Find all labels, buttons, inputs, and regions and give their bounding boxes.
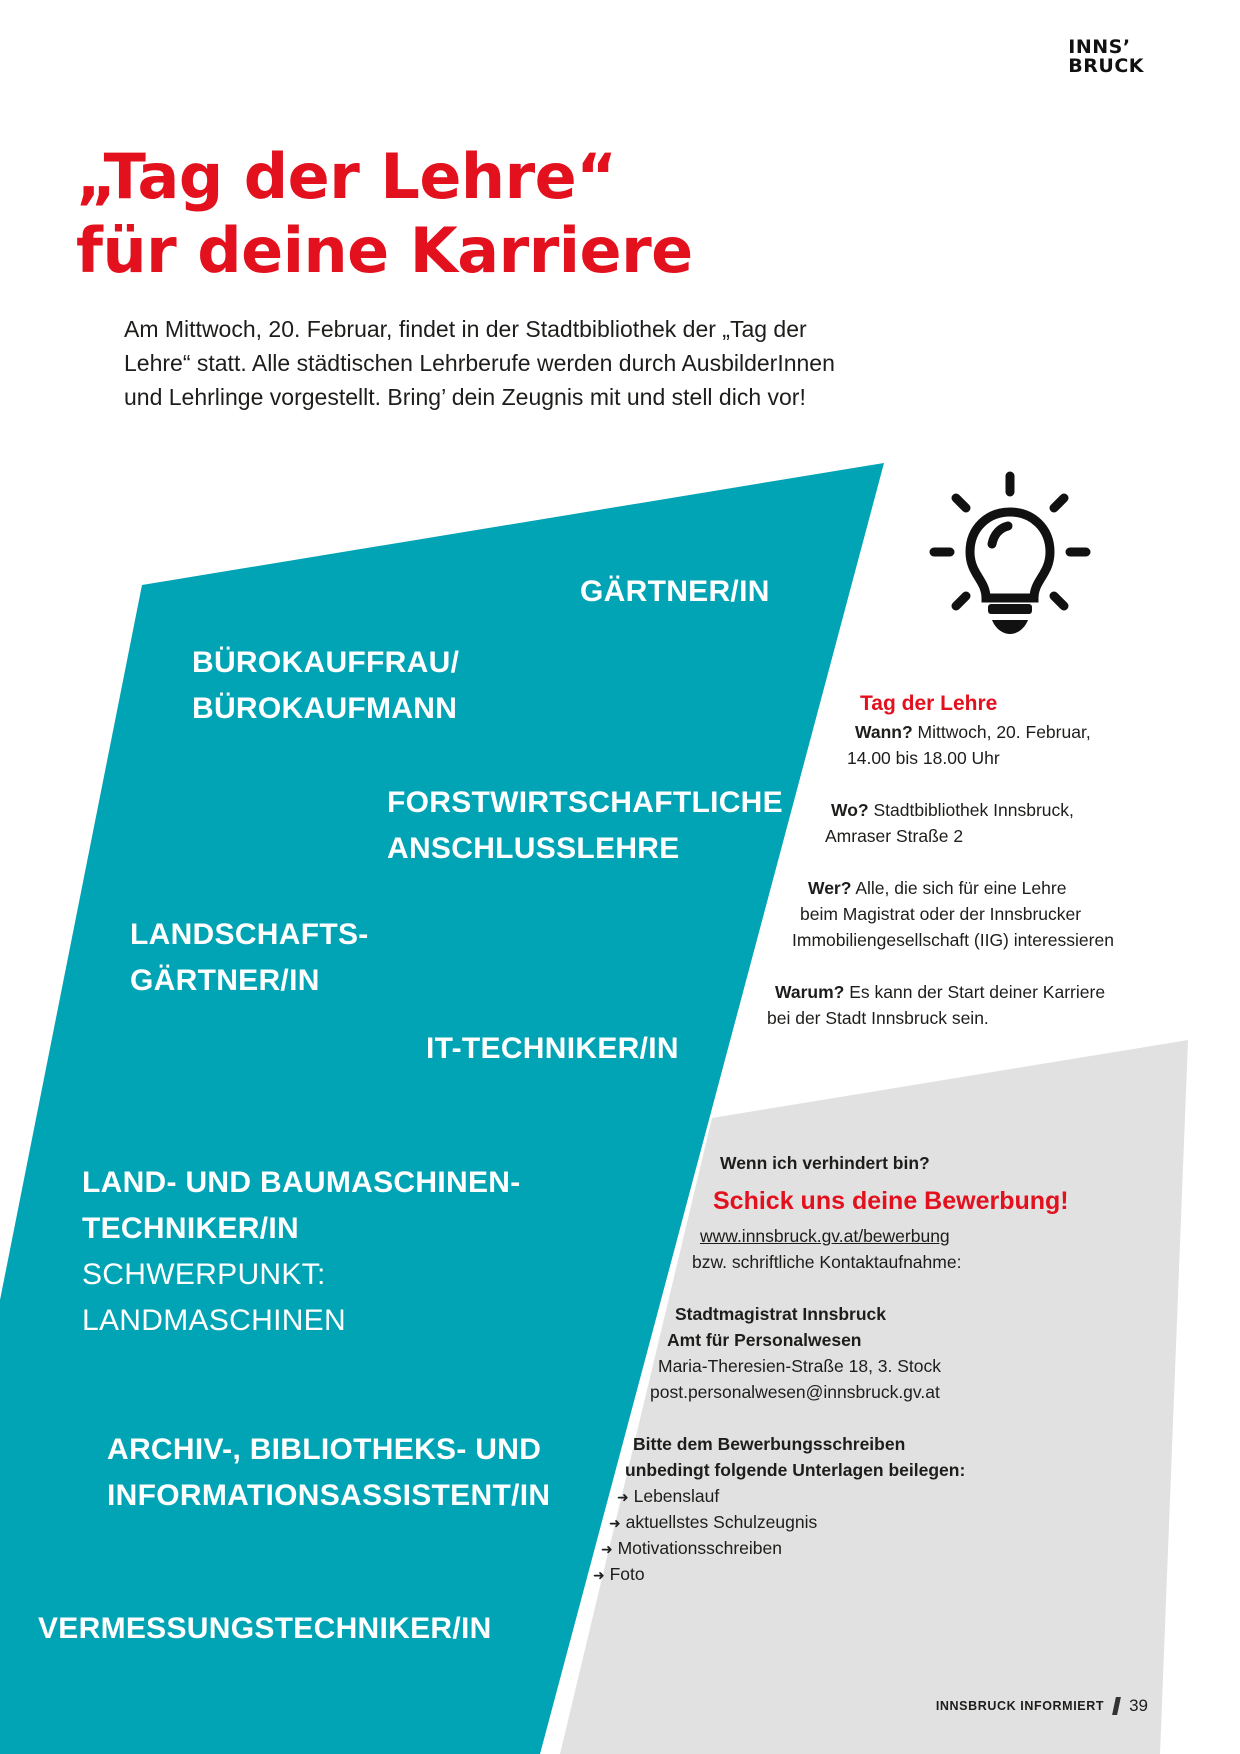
- event-where: Wo? Stadtbibliothek Innsbruck,: [831, 800, 1074, 820]
- event-when: Wann? Mittwoch, 20. Februar,: [855, 722, 1091, 742]
- event-who: Wer? Alle, die sich für eine Lehre: [808, 878, 1067, 898]
- page-footer: [936, 1696, 1148, 1716]
- apply-email-link[interactable]: post.personalwesen@innsbruck.gv.at: [650, 1382, 940, 1402]
- event-why-line2: bei der Stadt Innsbruck sein.: [767, 1008, 989, 1028]
- event-who-line3: Immobiliengesellschaft (IIG) interessieren: [792, 930, 1114, 950]
- event-why: Warum? Es kann der Start deiner Karriere: [775, 982, 1106, 1002]
- page-title: „Tag der Lehre“ für deine Karriere: [76, 140, 693, 287]
- footer-divider: [1112, 1697, 1121, 1715]
- apply-url-link[interactable]: www.innsbruck.gv.at/bewerbung: [700, 1226, 950, 1246]
- job-archiv: ARCHIV-, BIBLIOTHEKS- UND INFORMATIONSASSISTENT/IN: [107, 1433, 551, 1512]
- innsbruck-logo: INNS’ BRUCK: [1068, 36, 1144, 77]
- event-title: Tag der Lehre: [860, 692, 998, 715]
- apply-org-name: Stadtmagistrat Innsbruck: [675, 1304, 887, 1324]
- job-landschaftsgaertner: LANDSCHAFTS- GÄRTNER/IN: [130, 918, 369, 997]
- page-number: 39: [1129, 1696, 1148, 1715]
- list-item: ➜ Motivationsschreiben: [601, 1538, 782, 1558]
- event-when-time: 14.00 bis 18.00 Uhr: [847, 748, 1000, 768]
- list-item: ➜ aktuellstes Schulzeugnis: [609, 1512, 818, 1532]
- list-item: ➜ Foto: [593, 1564, 645, 1584]
- arrow-right-icon: ➜: [601, 1541, 613, 1557]
- footer-label: INNSBRUCK INFORMIERT: [935, 1699, 1105, 1713]
- job-it-techniker: IT-TECHNIKER/IN: [426, 1032, 679, 1065]
- apply-headline: Schick uns deine Bewerbung!: [713, 1187, 1069, 1215]
- event-who-line2: beim Magistrat oder der Innsbrucker: [800, 904, 1082, 924]
- arrow-right-icon: ➜: [609, 1515, 621, 1531]
- apply-docs-heading-line2: unbedingt folgende Unterlagen beilegen:: [625, 1460, 966, 1480]
- lightbulb-icon: [920, 470, 1100, 650]
- event-where-street: Amraser Straße 2: [825, 826, 964, 846]
- apply-address: Maria-Theresien-Straße 18, 3. Stock: [658, 1356, 942, 1376]
- apply-org-department: Amt für Personalwesen: [667, 1330, 862, 1350]
- apply-alt-contact: bzw. schriftliche Kontaktaufnahme:: [692, 1252, 962, 1272]
- job-vermessung: VERMESSUNGSTECHNIKER/IN: [38, 1612, 492, 1645]
- job-landmaschinen: LAND- UND BAUMASCHINEN- TECHNIKER/IN SCHWERPUNKT: LANDMASCHINEN: [82, 1166, 521, 1337]
- arrow-right-icon: ➜: [617, 1489, 629, 1505]
- apply-docs-heading: Bitte dem Bewerbungsschreiben: [633, 1434, 906, 1454]
- arrow-right-icon: ➜: [593, 1567, 605, 1583]
- job-forstwirtschaft: FORSTWIRTSCHAFTLICHE ANSCHLUSSLEHRE: [387, 786, 783, 865]
- job-buerokauffrau: BÜROKAUFFRAU/ BÜROKAUFMANN: [192, 646, 460, 725]
- job-gaertner: GÄRTNER/IN: [580, 575, 770, 608]
- intro-text: Am Mittwoch, 20. Februar, findet in der Stadtbibliothek der „Tag der Lehre“ statt. Alle städtischen Lehrberufe werden durch AusbilderInnen und Lehrlinge vorgestellt. Bring’ dein Zeugnis mit und stell dich vor!: [124, 316, 835, 410]
- apply-question: Wenn ich verhindert bin?: [720, 1153, 930, 1173]
- list-item: ➜ Lebenslauf: [617, 1486, 720, 1506]
